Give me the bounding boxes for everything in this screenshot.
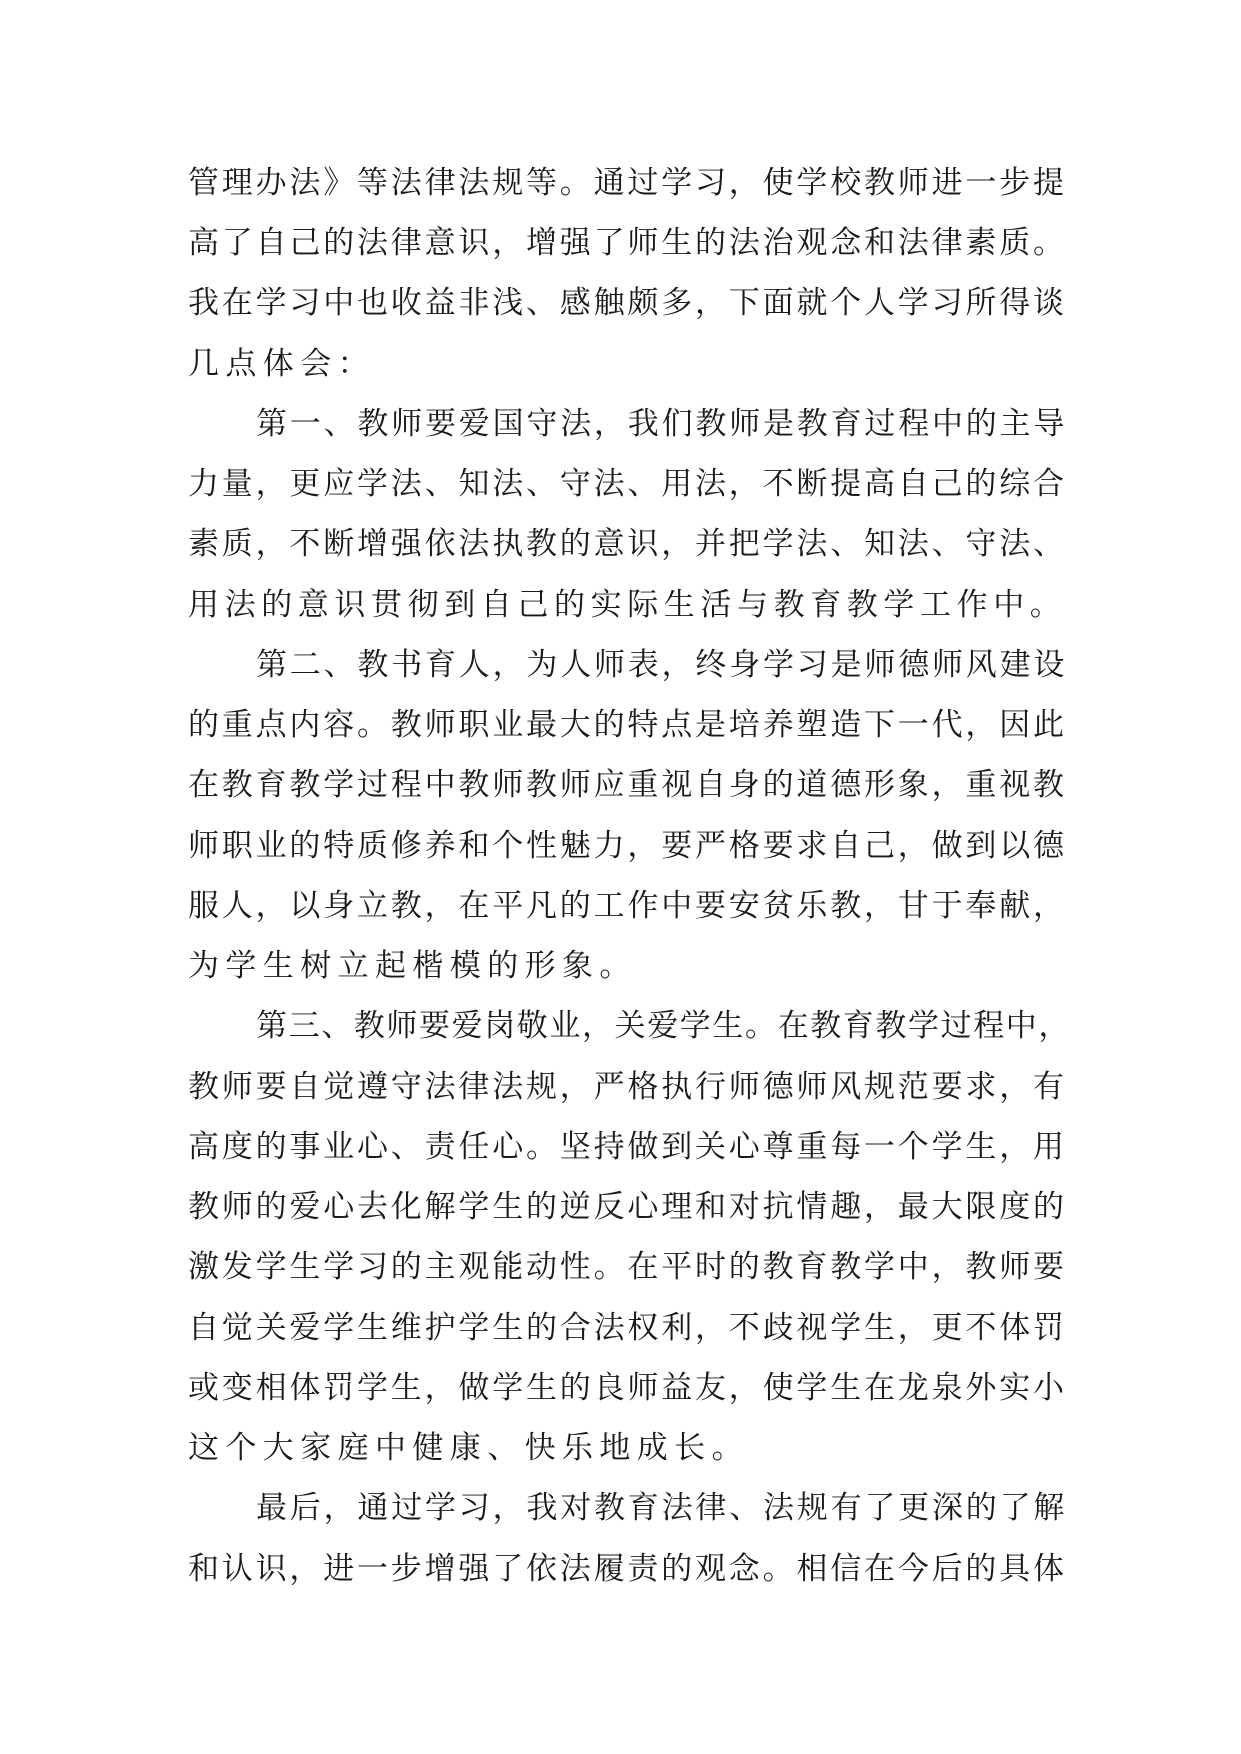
text-line: 素质，不断增强依法执教的意识，并把学法、知法、守法、 <box>188 526 1067 562</box>
paragraph-first-line: 第二、教书育人，为人师表，终身学习是师德师风建设 <box>256 647 1068 683</box>
paragraph-first-line: 第三、教师要爱岗敬业，关爱学生。在教育教学过程中， <box>256 1008 1071 1044</box>
text-line: 激发学生学习的主观能动性。在平时的教育教学中，教师要 <box>188 1249 1067 1285</box>
text-line: 在教育教学过程中教师教师应重视自身的道德形象，重视教 <box>188 767 1067 803</box>
text-line: 我在学习中也收益非浅、感触颇多，下面就个人学习所得谈 <box>188 285 1067 321</box>
text-line: 服人，以身立教，在平凡的工作中要安贫乐教，甘于奉献， <box>188 888 1067 924</box>
text-line: 管理办法》等法律法规等。通过学习，使学校教师进一步提 <box>188 165 1067 201</box>
paragraph-first-line: 第一、教师要爱国守法，我们教师是教育过程中的主导 <box>256 406 1068 442</box>
text-line: 自觉关爱学生维护学生的合法权利，不歧视学生，更不体罚 <box>188 1310 1067 1346</box>
text-line: 或变相体罚学生，做学生的良师益友，使学生在龙泉外实小 <box>188 1370 1067 1406</box>
text-line: 的重点内容。教师职业最大的特点是培养塑造下一代，因此 <box>188 707 1067 743</box>
text-line: 教师要自觉遵守法律法规，严格执行师德师风规范要求，有 <box>188 1069 1067 1105</box>
text-line: 教师的爱心去化解学生的逆反心理和对抗情趣，最大限度的 <box>188 1189 1067 1225</box>
paragraph-first-line: 最后，通过学习，我对教育法律、法规有了更深的了解 <box>256 1490 1068 1526</box>
text-line: 用法的意识贯彻到自己的实际生活与教育教学工作中。 <box>188 587 1067 623</box>
text-line: 几点体会： <box>188 346 375 382</box>
text-line: 和认识，进一步增强了依法履责的观念。相信在今后的具体 <box>188 1551 1067 1587</box>
text-line: 师职业的特质修养和个性魅力，要严格要求自己，做到以德 <box>188 828 1067 864</box>
text-line: 高了自己的法律意识，增强了师生的法治观念和法律素质。 <box>188 225 1067 261</box>
text-line: 力量，更应学法、知法、守法、用法，不断提高自己的综合 <box>188 466 1067 502</box>
text-line: 为学生树立起楷模的形象。 <box>188 948 637 984</box>
text-line: 高度的事业心、责任心。坚持做到关心尊重每一个学生，用 <box>188 1129 1067 1165</box>
text-line: 这个大家庭中健康、快乐地成长。 <box>188 1430 749 1466</box>
